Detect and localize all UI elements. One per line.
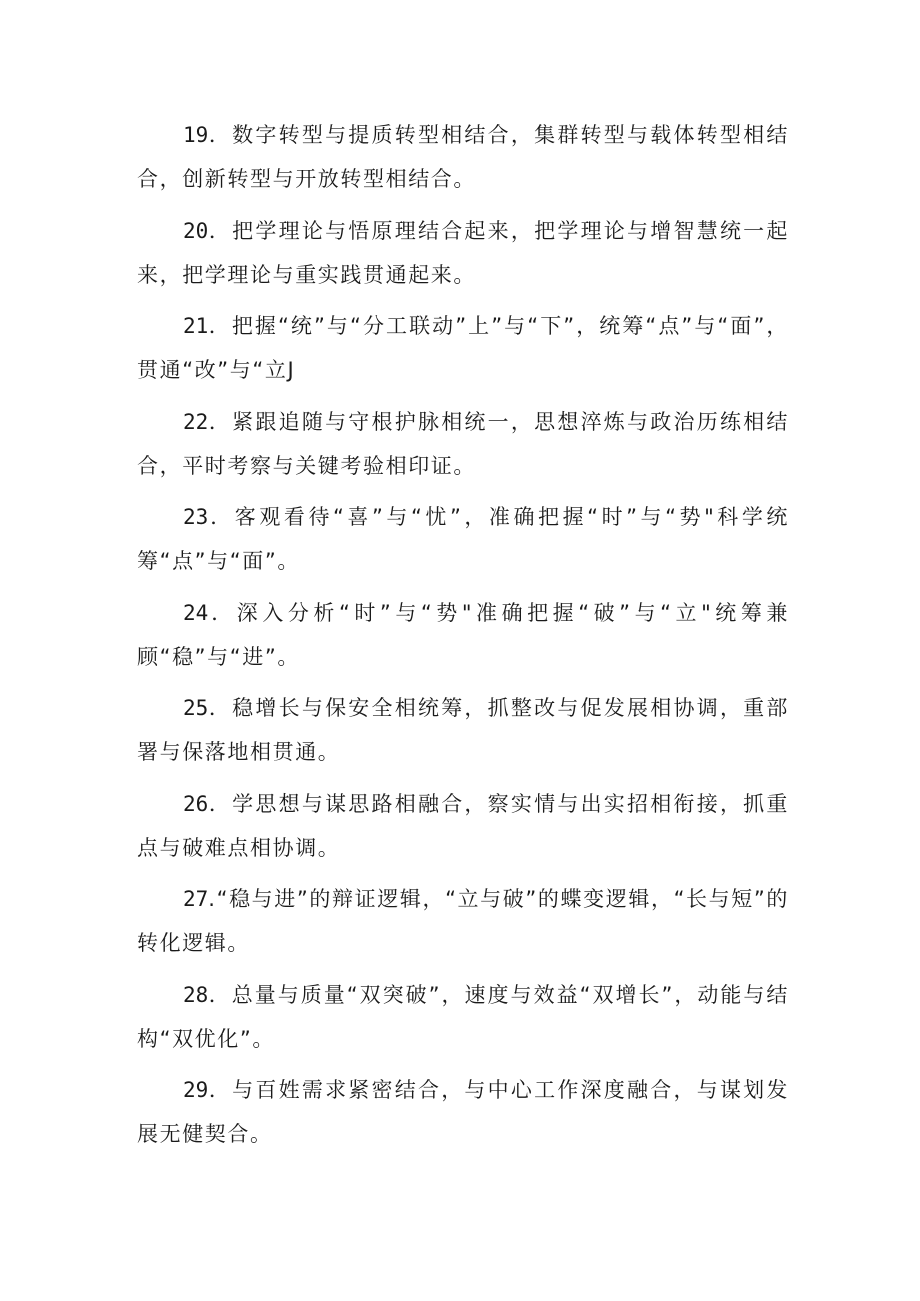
- item-text: ．总量与质量“双突破”，速度与效益“双增长”，动能与结构“双优化”。: [137, 982, 789, 1051]
- item-text: ．与百姓需求紧密结合，与中心工作深度融合，与谋划发展无健契合。: [137, 1078, 789, 1146]
- numbered-list: [137, 113, 789, 1164]
- item-number: 23: [183, 505, 209, 529]
- list-item-20: [137, 209, 789, 297]
- item-text: ．学思想与谋思路相融合，察实情与出实招相衔接，抓重点与破难点相协调。: [137, 791, 789, 860]
- item-number: 26: [183, 791, 209, 816]
- item-number: 24: [183, 600, 209, 625]
- item-text: ．把握“统”与“分工联动”上”与“下”，统筹“点”与“面”，贯通“改”与“立J: [137, 314, 789, 382]
- item-text: .“稳与进”的辩证逻辑，“立与破”的蝶变逻辑，“长与短”的转化逻辑。: [137, 887, 789, 955]
- item-number: 27: [183, 887, 209, 911]
- list-item-28: [137, 973, 789, 1061]
- list-item-21: [137, 304, 789, 392]
- item-number: 20: [183, 218, 209, 243]
- item-number: 22: [183, 409, 209, 434]
- item-text: ．深入分析“时”与“势"准确把握“破”与“立"统筹兼顾“稳”与“进”。: [137, 600, 789, 669]
- list-item-23: [137, 495, 789, 583]
- item-text: ．把学理论与悟原理结合起来，把学理论与增智慧统一起来，把学理论与重实践贯通起来。: [137, 218, 789, 287]
- list-item-19: [137, 113, 789, 201]
- item-text: ．客观看待“喜”与“忧”，准确把握“时”与“势"科学统筹“点”与“面”。: [137, 505, 789, 573]
- item-number: 28: [183, 982, 209, 1007]
- item-number: 29: [183, 1078, 209, 1102]
- list-item-24: [137, 591, 789, 679]
- list-item-22: [137, 400, 789, 488]
- list-item-26: [137, 782, 789, 870]
- list-item-27: [137, 877, 789, 965]
- item-text: ．数字转型与提质转型相结合，集群转型与载体转型相结合，创新转型与开放转型相结合。: [137, 123, 789, 191]
- item-number: 25: [183, 696, 209, 720]
- item-text: ．紧跟追随与守根护脉相统一，思想淬炼与政治历练相结合，平时考察与关键考验相印证。: [137, 409, 789, 478]
- item-text: ．稳增长与保安全相统筹，抓整改与促发展相协调，重部署与保落地相贯通。: [137, 696, 789, 764]
- item-number: 19: [183, 123, 209, 147]
- list-item-29: [137, 1068, 789, 1156]
- item-number: 21: [183, 314, 209, 338]
- list-item-25: [137, 686, 789, 774]
